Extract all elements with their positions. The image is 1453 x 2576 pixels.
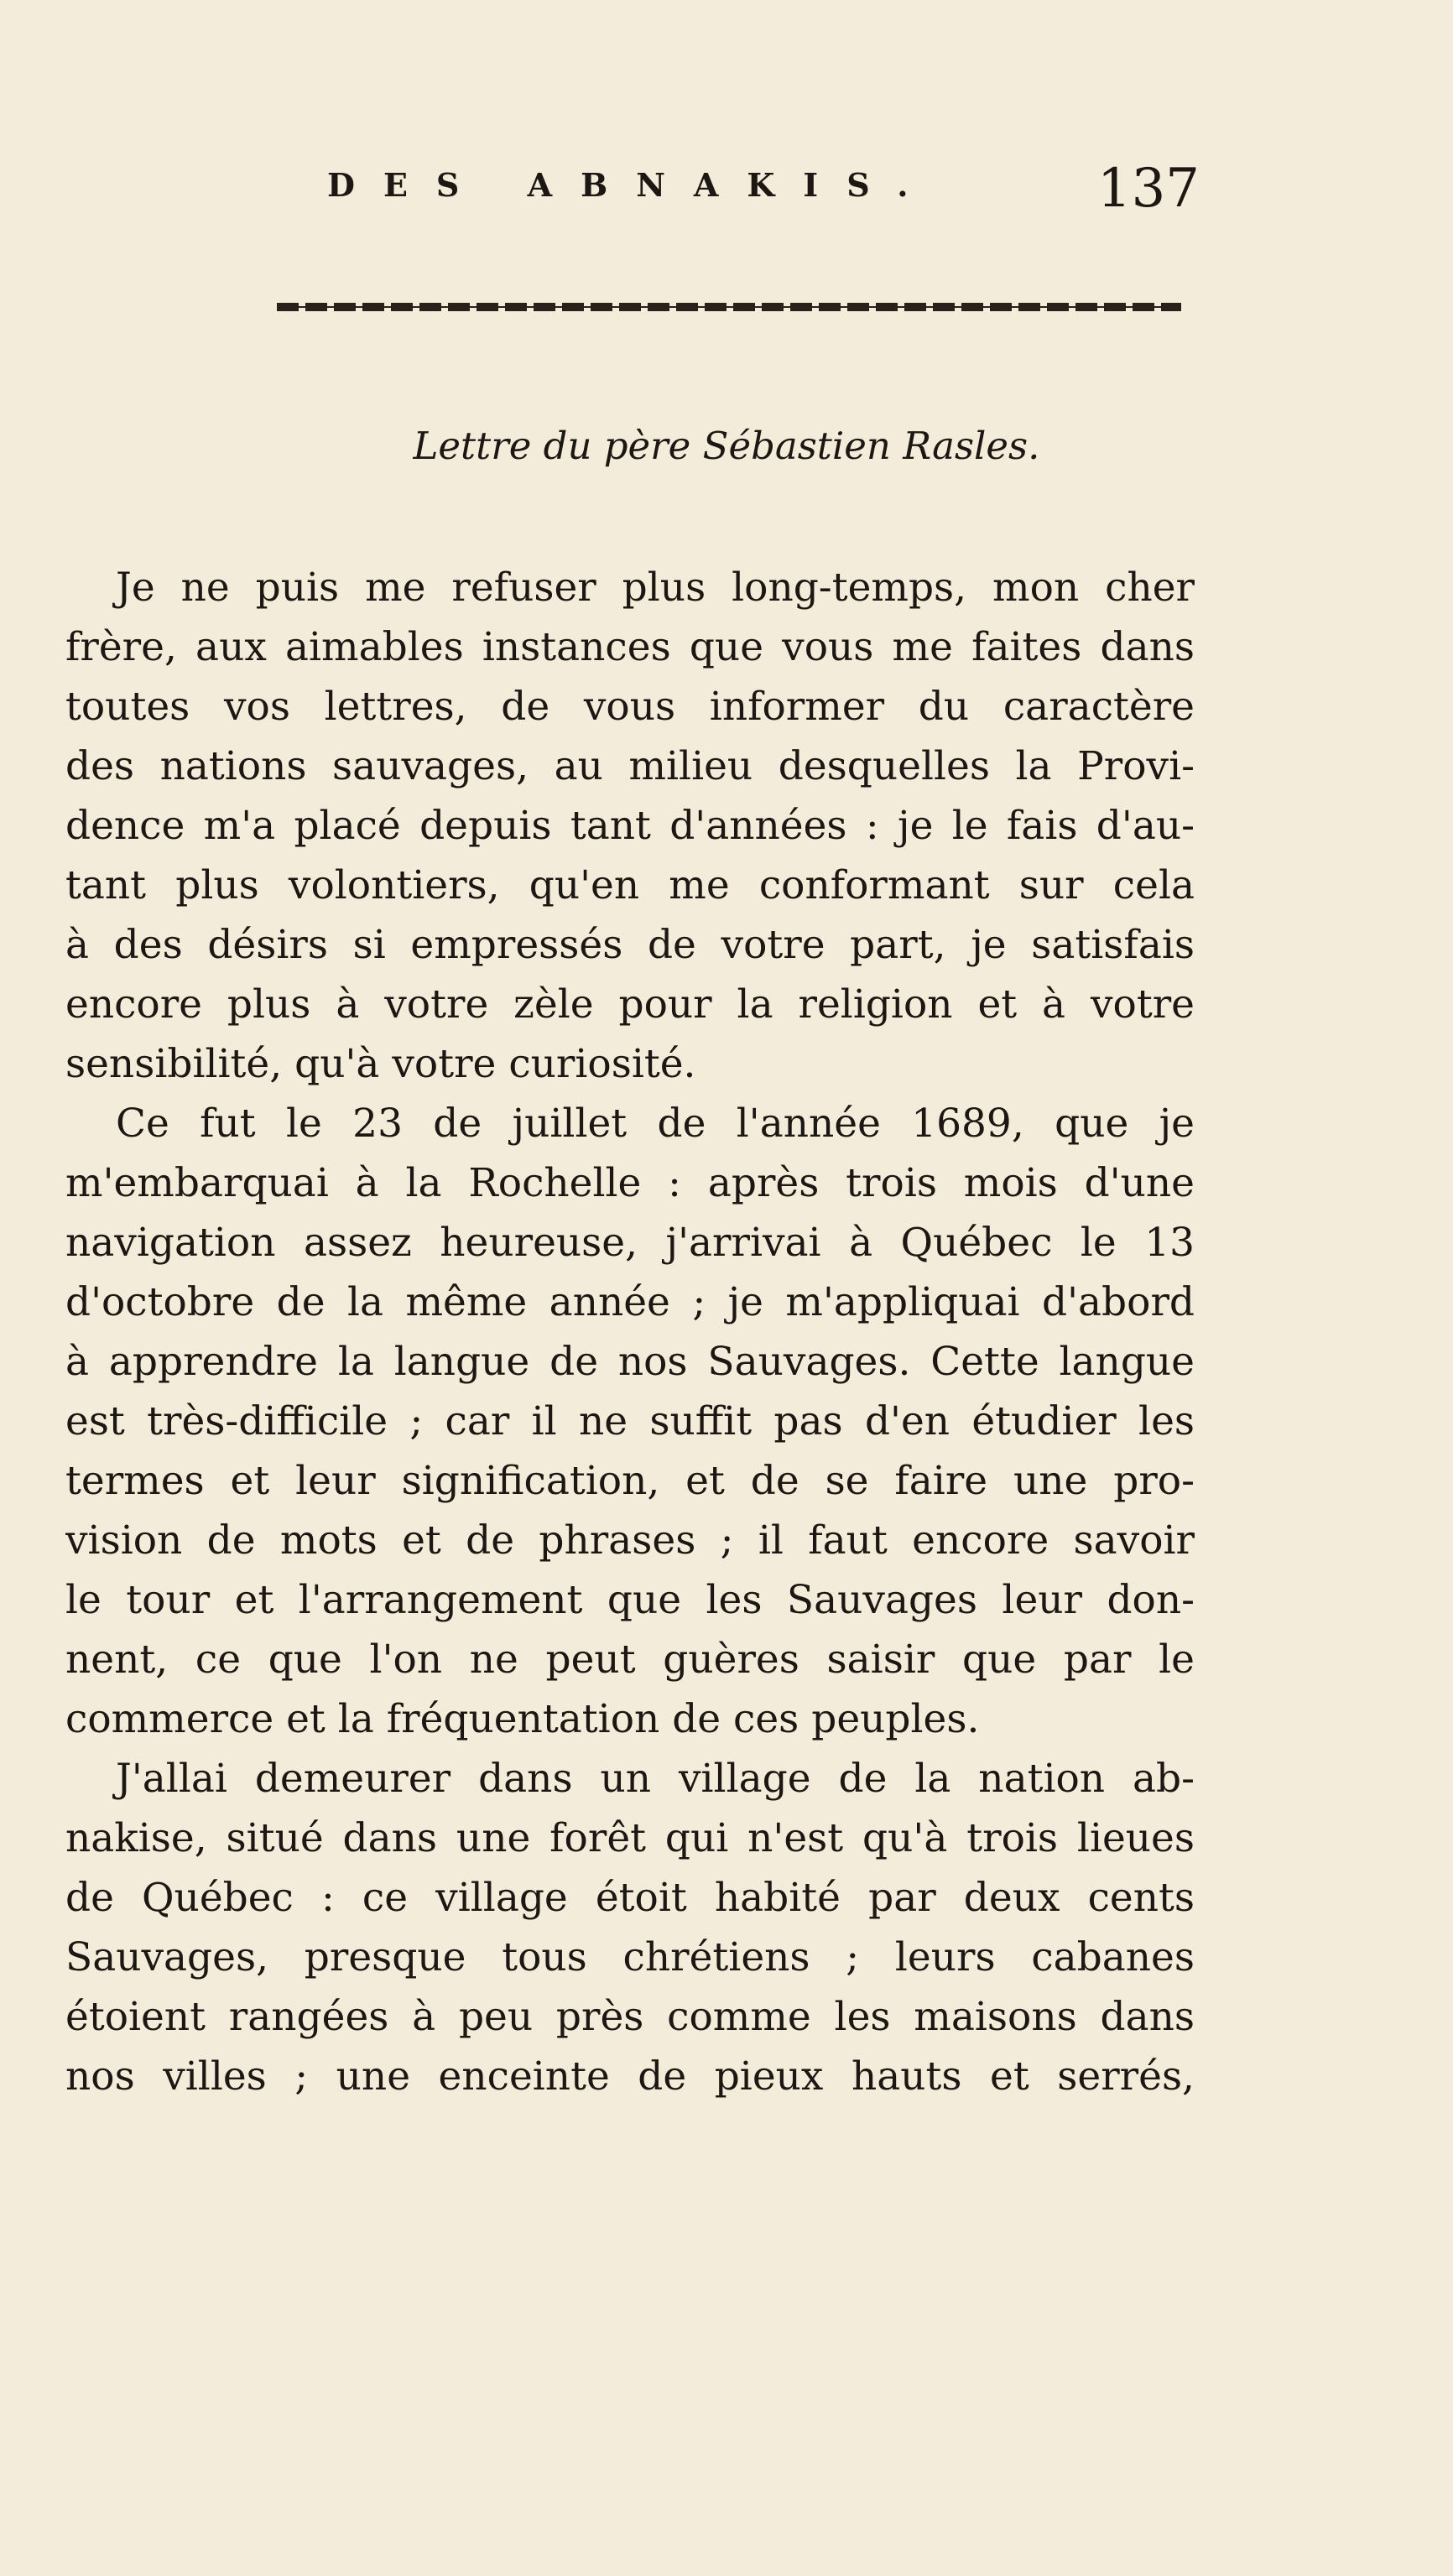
- body-text: [65, 558, 1195, 2106]
- text-line: encore plus à votre zèle pour la religion et à votre: [65, 981, 1195, 1028]
- text-line: étoient rangées à peu près comme les maisons dans: [65, 1994, 1195, 2040]
- running-head: [319, 158, 1200, 225]
- text-line: vision de mots et de phrases ; il faut encore savoir: [65, 1517, 1195, 1564]
- text-line: navigation assez heureuse, j'arrivai à Québec le 13: [65, 1220, 1195, 1266]
- text-line: nent, ce que l'on ne peut guères saisir que par le: [65, 1637, 1195, 1683]
- text-line: tant plus volontiers, qu'en me conformant sur cela: [65, 862, 1195, 908]
- text-line: de Québec : ce village étoit habité par deux cents: [65, 1875, 1195, 1921]
- text-line: à des désirs si empressés de votre part, je satisfais: [65, 922, 1195, 968]
- running-title: DES ABNAKIS.: [327, 166, 937, 204]
- text-line: commerce et la fréquentation de ces peuples.: [65, 1696, 980, 1742]
- text-line: nakise, situé dans une forêt qui n'est qu'à trois lieues: [65, 1815, 1195, 1861]
- text-line: dence m'a placé depuis tant d'années : je le fais d'au-: [65, 803, 1195, 849]
- text-line: m'embarquai à la Rochelle : après trois mois d'une: [65, 1160, 1195, 1206]
- text-line: Sauvages, presque tous chrétiens ; leurs cabanes: [65, 1934, 1195, 1980]
- text-line: toutes vos lettres, de vous informer du caractère: [65, 684, 1195, 730]
- letter-title: Lettre du père Sébastien Rasles.: [413, 424, 1040, 468]
- text-line: à apprendre la langue de nos Sauvages. Cette langue: [65, 1339, 1195, 1385]
- text-line: J'allai demeurer dans un village de la nation ab-: [116, 1756, 1195, 1802]
- text-line: nos villes ; une enceinte de pieux hauts et serrés,: [65, 2053, 1195, 2100]
- text-line: est très-difficile ; car il ne suffit pas d'en étudier les: [65, 1398, 1195, 1444]
- text-line: d'octobre de la même année ; je m'appliquai d'abord: [65, 1279, 1195, 1325]
- ornamental-rule: [277, 298, 1181, 316]
- text-line: Je ne puis me refuser plus long-temps, mon cher: [116, 565, 1195, 611]
- text-line: frère, aux aimables instances que vous me faites dans: [65, 624, 1195, 670]
- text-line: sensibilité, qu'à votre curiosité.: [65, 1041, 696, 1087]
- text-line: termes et leur signification, et de se faire une pro-: [65, 1458, 1195, 1504]
- text-line: le tour et l'arrangement que les Sauvages leur don-: [65, 1577, 1195, 1623]
- text-line: des nations sauvages, au milieu desquelles la Provi-: [65, 743, 1195, 789]
- text-line: Ce fut le 23 de juillet de l'année 1689, que je: [116, 1101, 1195, 1147]
- page-number: 137: [1096, 158, 1200, 220]
